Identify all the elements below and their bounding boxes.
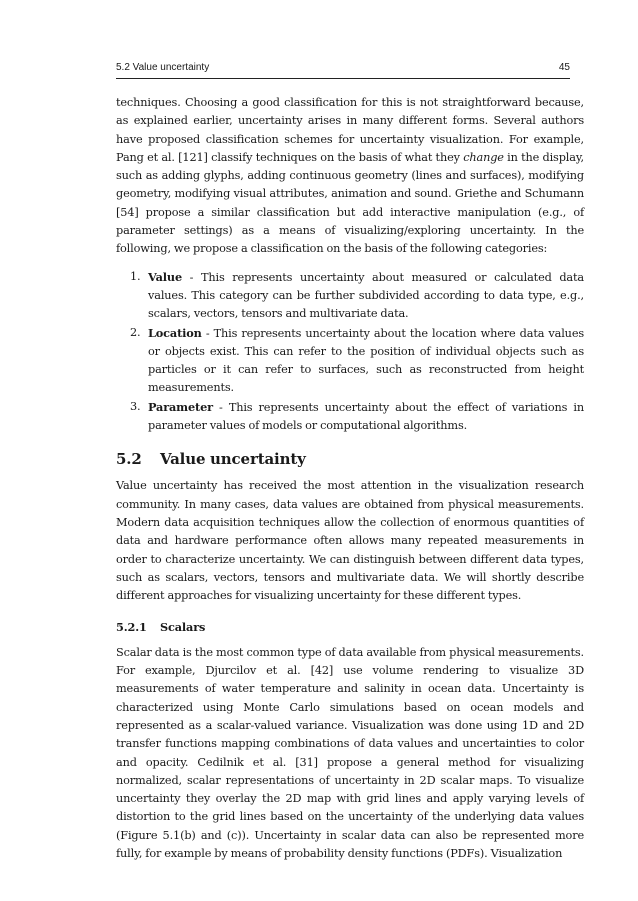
category-list [116,268,584,436]
subsection-number: 5.2.1 [116,620,147,635]
list-item: 1. Value - This represents uncertainty about measured or calculated data values. This category can be further subdivided according to data type, e.g., scalars, vectors, tensors and multivariate data. [130,269,584,321]
category-term: Value [148,269,182,284]
body-text [116,94,584,863]
list-item: 3. Parameter - This represents uncertainty about the effect of variations in parameter values of models or computational algorithms. [130,399,584,433]
header-rule [116,78,570,79]
section-title: Value uncertainty [160,450,306,469]
section-paragraph: Value uncertainty has received the most attention in the visualization research community. In many cases, data values are obtained from physical measurements. Modern data acquisition techniques allow the collection of enormous quantities of data and hardware performance often allows many repeated measurements in order to characterize uncertainty. We can distinguish between different data types, such as scalars, vectors, tensors and multivariate data. We will shortly describe different approaches for visualizing uncertainty for these different types. [116,479,584,603]
intro-paragraph: techniques. Choosing a good classification for this is not straightforward because, as explained earlier, uncertainty arises in many different forms. Several authors have proposed classification schemes for uncertainty visualization. For example, Pang et al. [121] classify techniques on the basis of what they change in the display, such as adding glyphs, adding continuous geometry (lines and surfaces), modifying geometry, modifying visual attributes, animation and sound. Griethe and Schumann [54] propose a similar classification but add interactive manipulation (e.g., of parameter settings) as a means of visualizing/exploring uncertainty. In the following, we propose a classification on the basis of the following categories: [116,96,584,256]
running-header [116,62,570,73]
running-header-title: 5.2 Value uncertainty [116,62,210,73]
subsection-title: Scalars [160,620,206,635]
category-term: Location [148,325,202,340]
category-term: Parameter [148,399,213,414]
section-heading [116,449,584,469]
subsection-heading [116,618,584,636]
list-item: 2. Location - This represents uncertainty about the location where data values or objects exist. This can refer to the position of individual objects such as particles or it can refer to surfaces, such as reconstructed from height measurements. [130,325,584,395]
section-number: 5.2 [116,450,142,469]
italic-change: change [463,150,504,164]
subsection-paragraph: Scalar data is the most common type of data available from physical measurements. For example, Djurcilov et al. [42] use volume rendering to visualize 3D measurements of water temperature and salinity in ocean data. Uncertainty is characterized using Monte Carlo simulations based on ocean models and represented as a scalar-valued variance. Visualization was done using 1D and 2D transfer functions mapping combinations of data values and uncertainties to color and opacity. Cedilnik et al. [31] propose a general method for visualizing normalized, scalar representations of uncertainty in 2D scalar maps. To visualize uncertainty they overlay the 2D map with grid lines and apply varying levels of distortion to the grid lines based on the uncertainty of the underlying data values (Figure 5.1(b) and (c)). Uncertainty in scalar data can also be represented more fully, for example by means of probability density functions (PDFs). Visualization [116,645,584,860]
page-number: 45 [558,62,570,73]
